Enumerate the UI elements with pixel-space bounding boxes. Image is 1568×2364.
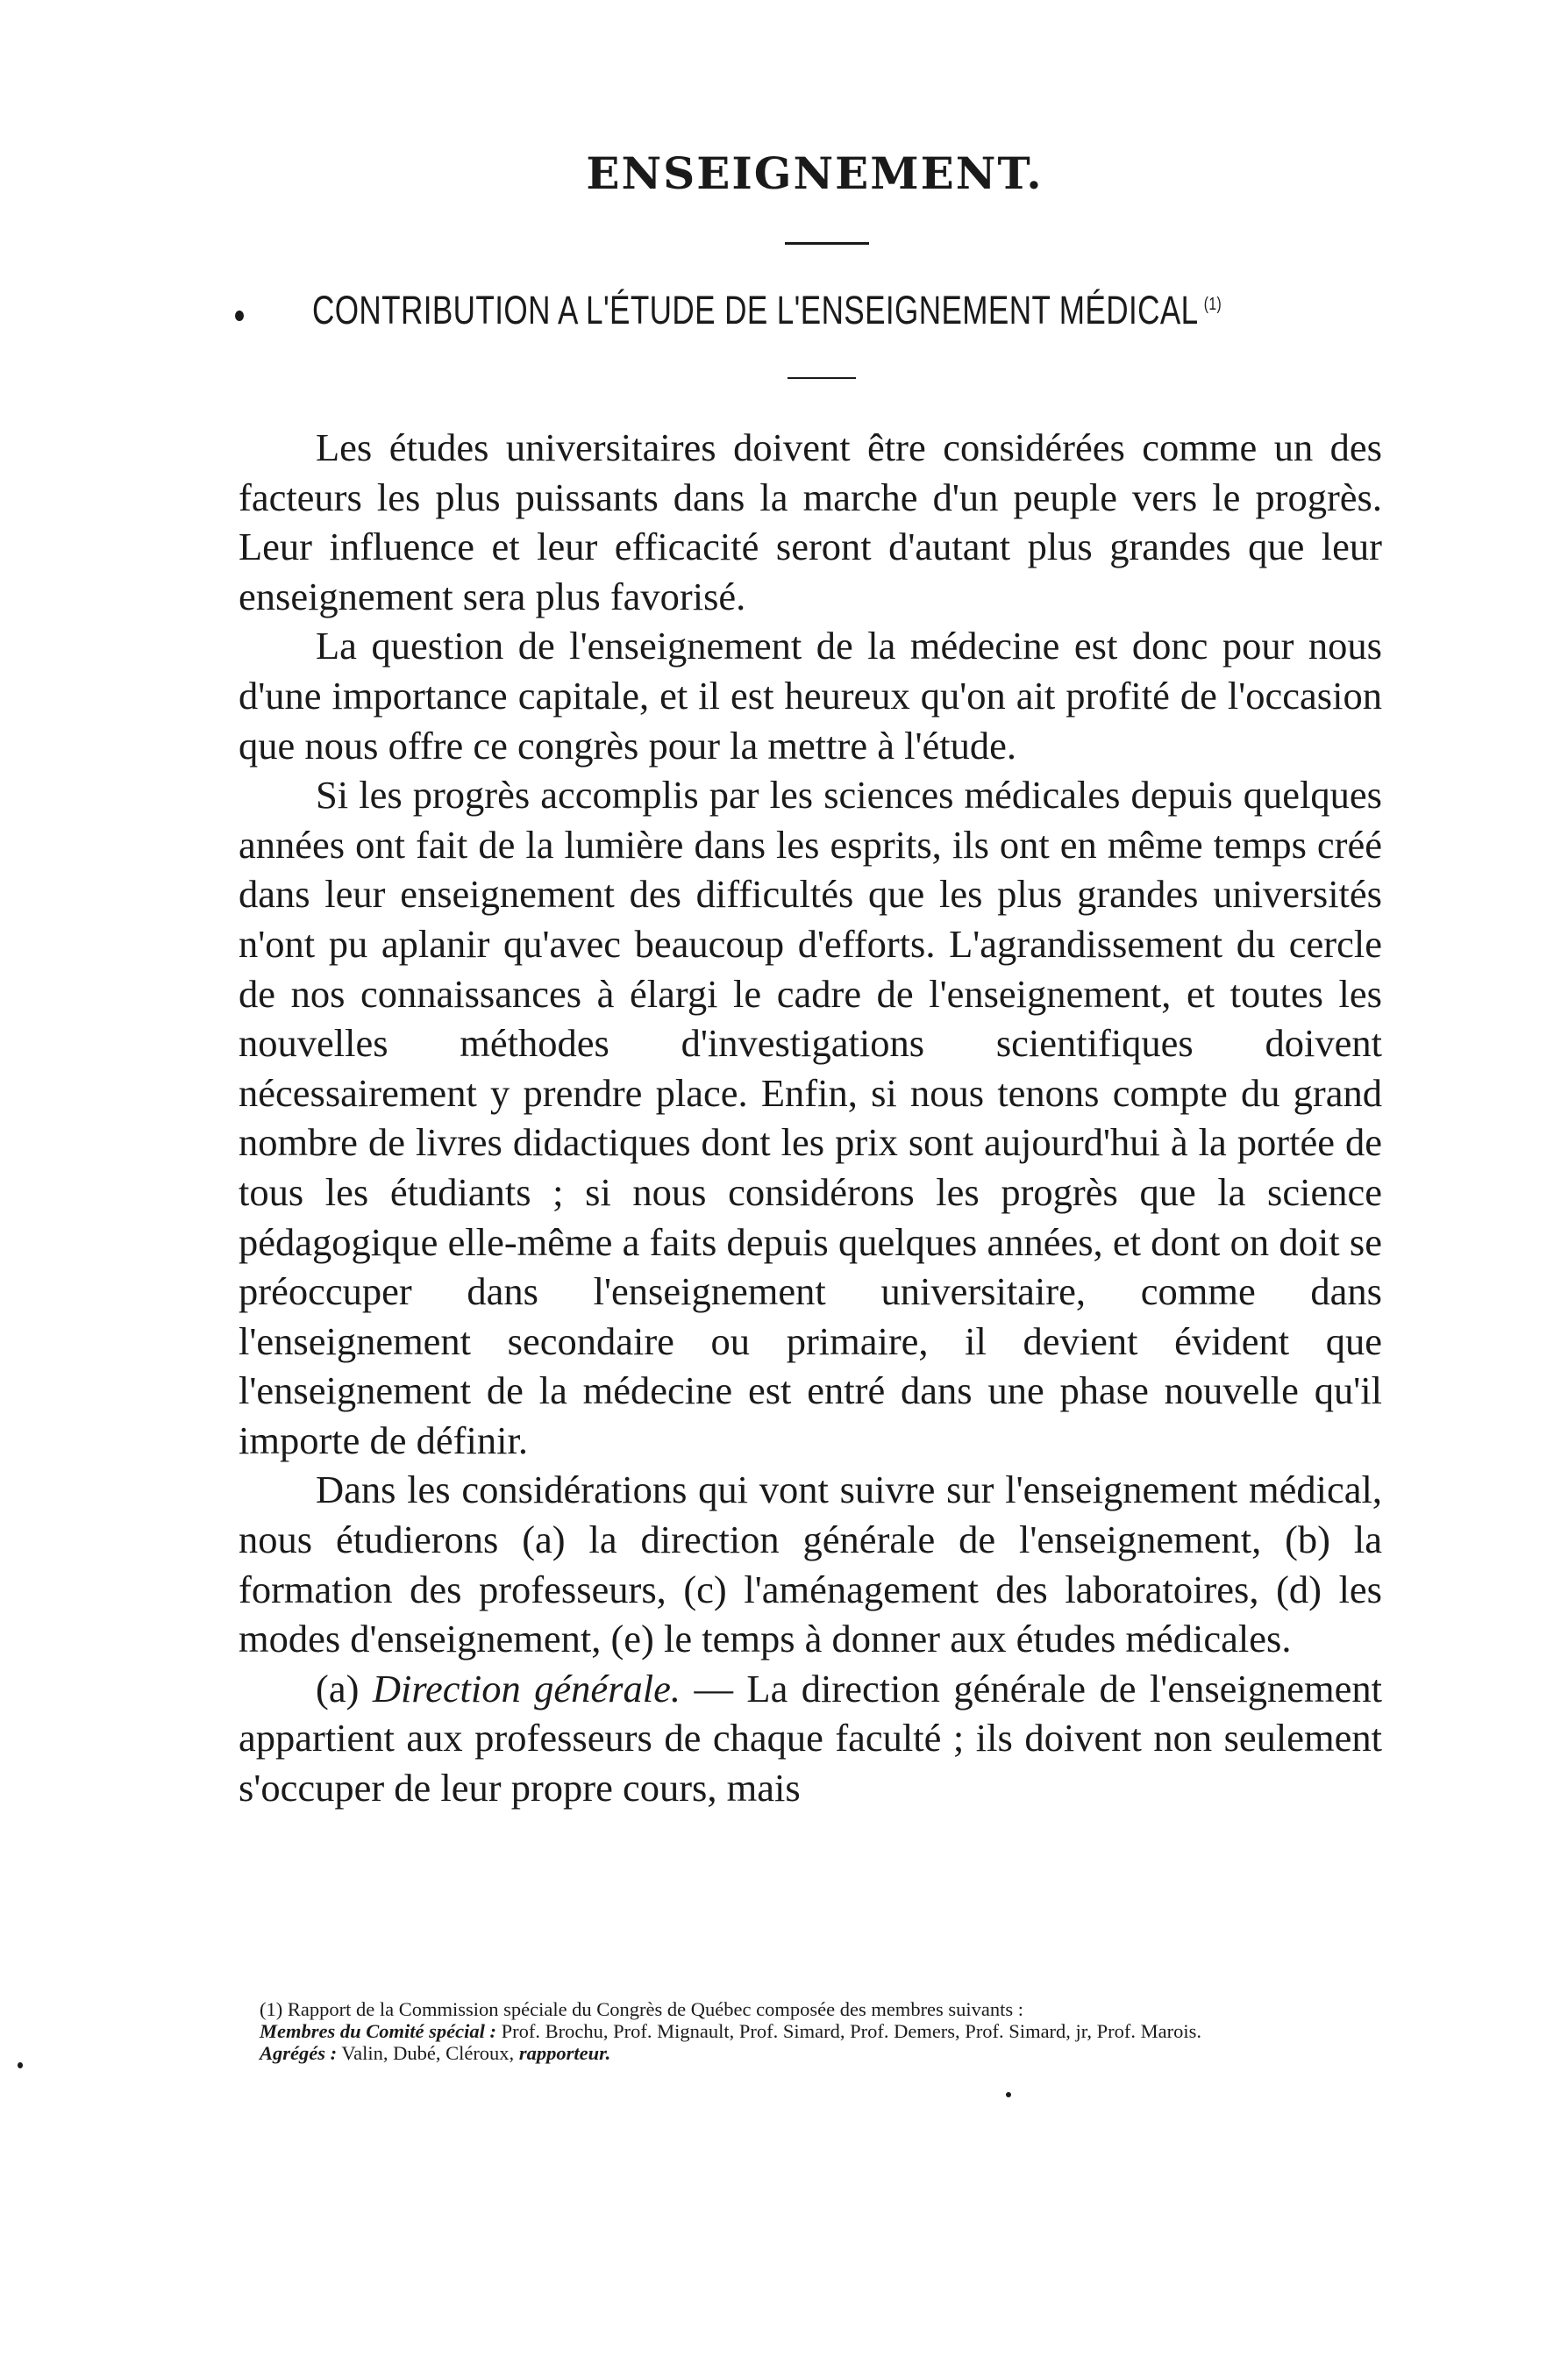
footnote-comite [235, 2020, 1322, 2042]
paragraph-4: Dans les considérations qui vont suivre sur l'enseignement médical, nous étudierons (a) la direction générale de l'enseignement, (b) la formation des professeurs, (c) l'aménagement des laboratoires, (d) les modes d'enseignement, (e) le temps à donner aux études médicales. [239, 1468, 1382, 1661]
article-title [312, 288, 1222, 333]
footnote-agreges [235, 2042, 1322, 2064]
paragraph-1: Les études universitaires doivent être considérées comme un des facteurs les plus puissants dans la marche d'un peuple vers le progrès. Leur influence et leur efficacité seront d'autant plus grandes que leur enseignement sera plus favorisé. [239, 425, 1382, 618]
paragraph-5-heading: Direction générale. [372, 1666, 681, 1711]
footnote-comite-label: Membres du Comité spécial : [260, 2020, 496, 2042]
footnote-reference: (1) [1203, 295, 1222, 314]
article-title-text: CONTRIBUTION A L'ÉTUDE DE L'ENSEIGNEMENT MÉDICAL [312, 288, 1199, 332]
paragraph-5-prefix: (a) [316, 1666, 373, 1711]
stray-mark [1006, 2092, 1011, 2097]
article-body [239, 423, 1382, 1813]
footnote-comite-members: Prof. Brochu, Prof. Mignault, Prof. Simard, Prof. Demers, Prof. Simard, jr, Prof. Marois. [495, 2020, 1202, 2042]
paragraph-5-text: — La direction générale de l'enseignement appartient aux professeurs de chaque faculté ; ils doivent non seulement s'occuper de leur propre cours, mais [239, 1666, 1382, 1810]
footnote-1: (1) Rapport de la Commission spéciale du Congrès de Québec composée des membres suivants : [260, 1998, 1024, 2020]
separator-rule-bottom [788, 377, 856, 379]
footnote-agreges-members: Valin, Dubé, Cléroux, [337, 2042, 519, 2064]
paragraph-3: Si les progrès accomplis par les sciences médicales depuis quelques années ont fait de la lumière dans les esprits, ils ont en même temps créé dans leur enseignement des difficultés que les plus grandes universités n'ont pu aplanir qu'avec beaucoup d'efforts. L'agrandissement du cercle de nos connaissances à élargi le cadre de l'enseignement, et toutes les nouvelles méthodes d'investigations scientifiques doivent nécessairement y prendre place. Enfin, si nous tenons compte du grand nombre de livres didactiques dont les prix sont aujourd'hui à la portée de tous les étudiants ; si nous considérons les progrès que la science pédagogique elle-même a faits depuis quelques années, et dont on doit se préoccuper dans l'enseignement universitaire, comme dans l'enseignement secondaire ou primaire, il devient évident que l'enseignement de la médecine est entré dans une phase nouvelle qu'il importe de définir. [239, 773, 1382, 1462]
bullet-dot [235, 311, 244, 321]
footnote-agreges-label: Agrégés : [260, 2042, 338, 2064]
stray-mark [18, 2062, 23, 2068]
paragraph-5 [239, 1664, 1382, 1813]
footnotes [235, 1998, 1322, 2064]
paragraph-2: La question de l'enseignement de la médecine est donc pour nous d'une importance capitale, et il est heureux qu'on ait profité de l'occasion que nous offre ce congrès pour la mettre à l'étude. [239, 624, 1382, 768]
section-heading: ENSEIGNEMENT. [586, 147, 1044, 199]
separator-rule-top [785, 242, 869, 245]
footnote-agreges-role: rapporteur. [518, 2042, 611, 2064]
